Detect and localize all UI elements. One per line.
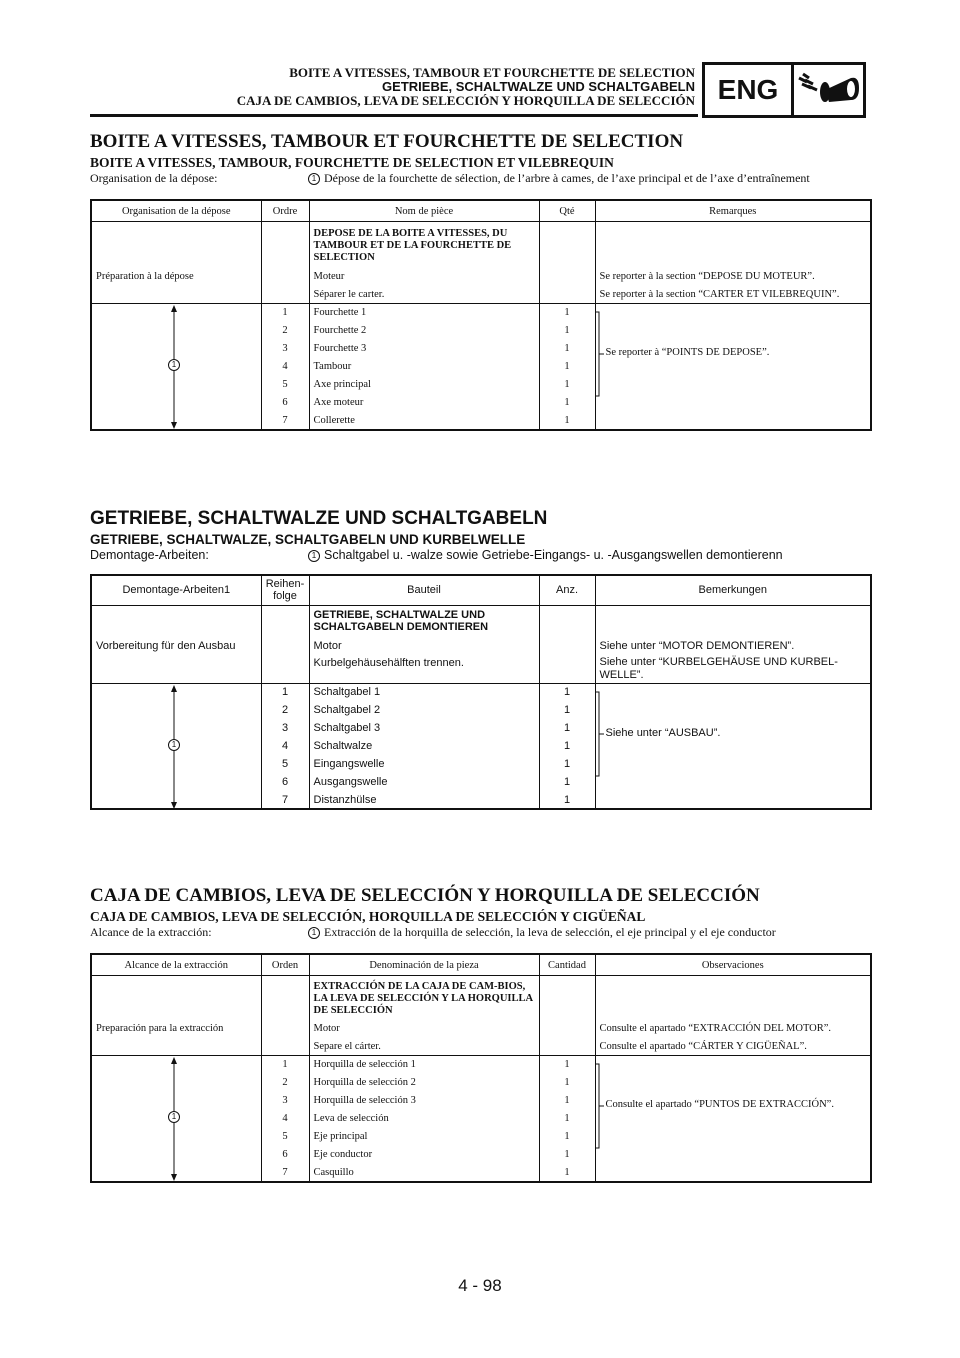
quantity: 1: [539, 304, 595, 322]
removal-organization-fr: [90, 171, 870, 187]
remark: Siehe unter “AUSBAU”.: [605, 726, 721, 739]
table-row: 7 Collerette 1: [91, 412, 871, 430]
page-number: 4 - 98: [458, 1276, 502, 1295]
table-row: 4 Schaltwalze 1: [91, 737, 871, 755]
marker-circle-icon: 1: [308, 927, 320, 939]
part-name: Leva de selección: [309, 1110, 539, 1128]
col-header: Reihen-folge: [261, 575, 309, 605]
table-row: [91, 637, 871, 655]
table-row: 6 Eje conductor 1: [91, 1146, 871, 1164]
table-row: 5 Eingangswelle 1: [91, 755, 871, 773]
table-row: [91, 1056, 871, 1074]
table-row: 2 Schaltgabel 2 1: [91, 701, 871, 719]
section-subtitle-es: CAJA DE CAMBIOS, LEVA DE SELECCIÓN, HORQUILLA DE SELECCIÓN Y CIGÜEÑAL: [90, 909, 646, 924]
quantity: 1: [539, 683, 595, 701]
group-arrow-cell: [91, 683, 261, 809]
col-header: Denominación de la pieza: [309, 954, 539, 976]
part-name: Axe moteur: [309, 394, 539, 412]
parts-table-fr: [90, 199, 872, 431]
part-name: Horquilla de selección 3: [309, 1092, 539, 1110]
col-header: Alcance de la extracción: [91, 954, 261, 976]
procedure-title: EXTRACCIÓN DE LA CAJA DE CAM-BIOS, LA LEVA DE SELECCIÓN Y LA HORQUILLA DE SELECCIÓN: [309, 976, 539, 1020]
procedure-title: GETRIEBE, SCHALTWALZE UND SCHALTGABELN DEMONTIEREN: [309, 605, 539, 637]
table-row: 4 Leva de selección 1: [91, 1110, 871, 1128]
col-header: Qté: [539, 200, 595, 222]
running-header-de: GETRIEBE, SCHALTWALZE UND SCHALTGABELN: [382, 79, 695, 94]
section-title-fr: BOITE A VITESSES, TAMBOUR ET FOURCHETTE DE SELECTION: [90, 131, 684, 152]
part-name: Distanzhülse: [309, 791, 539, 809]
part-name: Casquillo: [309, 1164, 539, 1182]
engine-icon: [794, 65, 863, 115]
col-header: Demontage-Arbeiten1: [91, 575, 261, 605]
part-name: Eje principal: [309, 1128, 539, 1146]
org-label: Demontage-Arbeiten:: [90, 548, 209, 562]
group-remark-cell: [595, 683, 871, 809]
section-title-es: CAJA DE CAMBIOS, LEVA DE SELECCIÓN Y HORQUILLA DE SELECCIÓN: [90, 885, 760, 906]
part-name: Schaltgabel 2: [309, 701, 539, 719]
group-arrow-cell: [91, 304, 261, 430]
bracket-icon: [594, 1056, 606, 1182]
header-rule: [90, 114, 698, 117]
removal-organization-es: [90, 925, 870, 941]
col-header: Anz.: [539, 575, 595, 605]
section-title-de: GETRIEBE, SCHALTWALZE UND SCHALTGABELN: [90, 508, 548, 529]
remark: Siehe unter “MOTOR DEMONTIEREN”.: [595, 637, 871, 655]
marker-circle-icon: 1: [308, 550, 320, 562]
table-row: [91, 976, 871, 1020]
part-name: Axe principal: [309, 376, 539, 394]
remark: Consulte el apartado “EXTRACCIÓN DEL MOTOR”.: [595, 1020, 871, 1038]
removal-organization-de: [90, 548, 870, 564]
col-header: Orden: [261, 954, 309, 976]
remark: Se reporter à la section “CARTER ET VILEBREQUIN”.: [595, 286, 871, 304]
prep-label: Vorbereitung für den Ausbau: [91, 637, 261, 655]
part-name: Fourchette 3: [309, 340, 539, 358]
part-name: Schaltgabel 1: [309, 683, 539, 701]
part-name: Horquilla de selección 2: [309, 1074, 539, 1092]
marker-circle-icon: 1: [168, 1111, 180, 1123]
table-row: 3 Schaltgabel 3 1: [91, 719, 871, 737]
table-row: [91, 286, 871, 304]
group-remark-cell: [595, 304, 871, 430]
part-name: Séparer le carter.: [309, 286, 539, 304]
part-name: Motor: [309, 637, 539, 655]
remark: Consulte el apartado “CÁRTER Y CIGÜEÑAL”.: [595, 1038, 871, 1056]
org-description: Extracción de la horquilla de selección, la leva de selección, el eje principal y el eje conductor: [324, 925, 776, 939]
group-arrow-cell: [91, 1056, 261, 1182]
marker-circle-icon: 1: [168, 739, 180, 751]
prep-label: Préparation à la dépose: [91, 268, 261, 286]
section-es: [90, 885, 870, 1178]
section-subtitle-fr: BOITE A VITESSES, TAMBOUR, FOURCHETTE DE SELECTION ET VILEBREQUIN: [90, 155, 614, 170]
col-header: Bauteil: [309, 575, 539, 605]
table-header-row: [91, 575, 871, 605]
section-subtitle-de: GETRIEBE, SCHALTWALZE, SCHALTGABELN UND KURBELWELLE: [90, 532, 526, 547]
eng-badge-label: ENG: [705, 65, 794, 115]
col-header: Cantidad: [539, 954, 595, 976]
table-row: 7 Distanzhülse 1: [91, 791, 871, 809]
table-row: [91, 222, 871, 268]
bracket-icon: [594, 304, 606, 430]
part-name: Moteur: [309, 268, 539, 286]
part-name: Kurbelgehäusehälften trennen.: [309, 655, 539, 683]
part-name: Horquilla de selección 1: [309, 1056, 539, 1074]
section-de: [90, 508, 870, 806]
table-row: 2 Fourchette 2 1: [91, 322, 871, 340]
table-row: [91, 605, 871, 637]
table-row: [91, 1038, 871, 1056]
marker-circle-icon: 1: [308, 173, 320, 185]
table-row: 7 Casquillo 1: [91, 1164, 871, 1182]
quantity: 1: [539, 1056, 595, 1074]
bracket-icon: [594, 684, 606, 810]
table-row: 3 Fourchette 3 1: [91, 340, 871, 358]
col-header: Organisation de la dépose: [91, 200, 261, 222]
org-label: Alcance de la extracción:: [90, 925, 212, 939]
running-header-es: CAJA DE CAMBIOS, LEVA DE SELECCIÓN Y HORQUILLA DE SELECCIÓN: [236, 93, 695, 108]
order-number: 1: [261, 683, 309, 701]
part-name: Schaltgabel 3: [309, 719, 539, 737]
table-row: [91, 268, 871, 286]
order-number: 1: [261, 1056, 309, 1074]
table-row: [91, 304, 871, 322]
table-header-row: [91, 954, 871, 976]
remark: Siehe unter “KURBELGEHÄUSE UND KURBEL-WELLE”.: [595, 655, 871, 683]
part-name: Tambour: [309, 358, 539, 376]
table-row: 6 Ausgangswelle 1: [91, 773, 871, 791]
part-name: Fourchette 1: [309, 304, 539, 322]
org-description: Schaltgabel u. -walze sowie Getriebe-Eingangs- u. -Ausgangswellen demontierenn: [324, 548, 783, 562]
col-header: Remarques: [595, 200, 871, 222]
eng-badge: [702, 62, 866, 118]
running-header: [237, 66, 695, 108]
col-header: Bemerkungen: [595, 575, 871, 605]
org-description: Dépose de la fourchette de sélection, de l’arbre à cames, de l’axe principal et de l’axe d’entraînement: [324, 171, 810, 185]
parts-table-es: [90, 953, 872, 1183]
part-name: Ausgangswelle: [309, 773, 539, 791]
table-row: [91, 655, 871, 683]
table-row: [91, 683, 871, 701]
procedure-title: DEPOSE DE LA BOITE A VITESSES, DU TAMBOUR ET DE LA FOURCHETTE DE SELECTION: [309, 222, 539, 268]
part-name: Eingangswelle: [309, 755, 539, 773]
order-number: 1: [261, 304, 309, 322]
part-name: Motor: [309, 1020, 539, 1038]
prep-label: Preparación para la extracción: [91, 1020, 261, 1038]
part-name: Eje conductor: [309, 1146, 539, 1164]
org-label: Organisation de la dépose:: [90, 171, 218, 185]
part-name: Collerette: [309, 412, 539, 430]
table-row: 6 Axe moteur 1: [91, 394, 871, 412]
group-remark-cell: [595, 1056, 871, 1182]
table-header-row: [91, 200, 871, 222]
parts-table-de: [90, 574, 872, 810]
section-fr: [90, 131, 870, 426]
table-row: [91, 1020, 871, 1038]
running-header-fr: BOITE A VITESSES, TAMBOUR ET FOURCHETTE DE SELECTION: [289, 65, 695, 80]
part-name: Separe el cárter.: [309, 1038, 539, 1056]
col-header: Ordre: [261, 200, 309, 222]
marker-circle-icon: 1: [168, 359, 180, 371]
part-name: Schaltwalze: [309, 737, 539, 755]
table-row: 2 Horquilla de selección 2 1: [91, 1074, 871, 1092]
table-row: 3 Horquilla de selección 3 1: [91, 1092, 871, 1110]
table-row: 5 Eje principal 1: [91, 1128, 871, 1146]
part-name: Fourchette 2: [309, 322, 539, 340]
col-header: Nom de pièce: [309, 200, 539, 222]
remark: Consulte el apartado “PUNTOS DE EXTRACCIÓN”.: [605, 1099, 834, 1110]
remark: Se reporter à la section “DEPOSE DU MOTEUR”.: [595, 268, 871, 286]
table-row: 4 Tambour 1: [91, 358, 871, 376]
table-row: 5 Axe principal 1: [91, 376, 871, 394]
remark: Se reporter à “POINTS DE DEPOSE”.: [605, 347, 770, 358]
col-header: Observaciones: [595, 954, 871, 976]
